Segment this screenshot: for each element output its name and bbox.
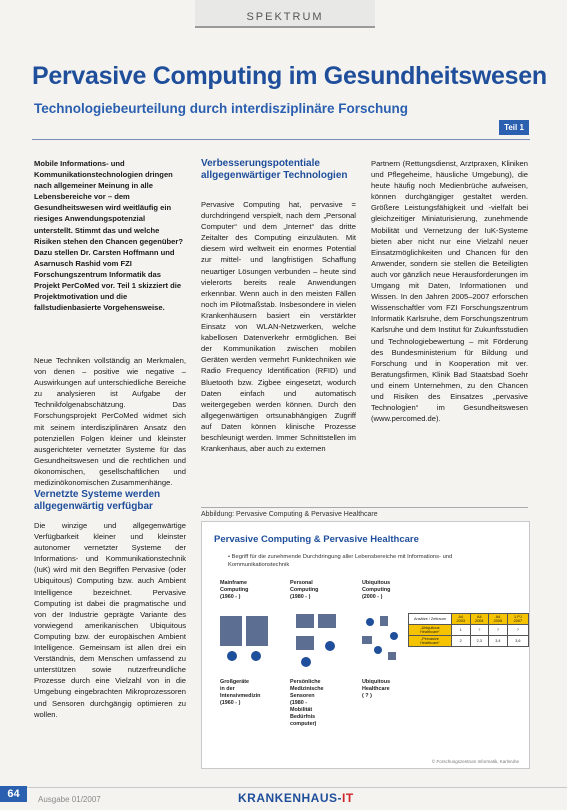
article-title: Pervasive Computing im Gesundheitswesen	[32, 62, 547, 90]
ubiquitous-devices-icon	[362, 616, 398, 660]
table-cell: 2	[451, 636, 470, 647]
pc-icon	[296, 614, 336, 667]
table-header-cell: A4 2005	[489, 614, 508, 625]
figure-bullet-text: Begriff für die zunehmende Durchdringung aller Lebensbereiche mit Informations- und Kommunikationstechnik	[228, 554, 453, 568]
article-intro: Mobile Informations- und Kommunikationstechnologien dringen nach allgemeiner Meinung in alle Lebensbereiche vor – dem Gesundheitswesen wird weitläufig ein riesiges Anwendungspotenzial unterstellt. Stimmt das und welche Risiken stehen den Chancen gegenüber? Dazu stellen Dr. Carsten Hoffmann und Asarnusch Rashid vom FZI Forschungszentrum Informatik das Projekt PerCoMed vor. Teil 1 skizziert die Projektmotivation und die fallstudienbasierte Vorgehensweise.	[34, 159, 183, 313]
era-personal: Personal Computing (1980 - )	[290, 580, 319, 600]
table-cell: 2,3	[470, 636, 489, 647]
section-heading-improvement: Verbesserungspotentiale allgegenwärtiger Technologien	[201, 158, 348, 181]
title-divider	[32, 139, 530, 140]
table-header-cell: A4 2003	[451, 614, 470, 625]
table-cell: 3,6	[507, 636, 528, 647]
part-badge: Teil 1	[499, 120, 529, 135]
era-mainframe: Mainframe Computing (1960 - )	[220, 580, 249, 600]
figure-title: Pervasive Computing & Pervasive Healthcare	[214, 534, 419, 545]
table-header-cell: 1 PJ 2007	[507, 614, 528, 625]
ubiquitous-healthcare-table	[408, 613, 529, 647]
issue-label: Ausgabe 01/2007	[38, 795, 101, 804]
logo-main: KRANKENHAUS-	[238, 791, 342, 805]
figure-caption: Abbildung: Pervasive Computing & Pervasive Healthcare	[201, 507, 528, 518]
era-ubiquitous-healthcare: Ubiquitous Healthcare ( ? )	[362, 679, 391, 699]
table-cell: 1	[451, 625, 470, 636]
section-header	[195, 0, 375, 28]
figure-source: © Forschungszentrum Informatik, Karlsruhe	[431, 759, 519, 764]
table-header-cell: A4 2004	[470, 614, 489, 625]
column1-paragraph-2: Die winzige und allgegenwärtige Verfügbarkeit kleiner und kleinster autonomer vernetzter Systeme der Informations- und Kommunikationstechnik (IuK) wird mit den Begriffen Pervasive (oder Ubiquitous) Computing bzw. auch Ambient Intelligence bezeichnet. Pervasive Computing ist dabei die pragmatische und von der Industrie geprägte Variante des vorwiegend amerikanischen Ubiquitous Computing bzw. der europäischen Ambient Intelligence. Gemeinsam ist allen drei ein Verständnis, dem Menschen umfassend zu unterstützen sowie nutzerfreundliche Prozesse durch eine Vielzahl von in die Umgebung eingebrachten Mikroprozessoren und Sensoren durchgängig optimieren zu wollen.	[34, 521, 186, 719]
era-ubiquitous: Ubiquitous Computing (2000 - )	[362, 580, 391, 600]
column1-paragraph: Neue Techniken vollständig an Merkmalen, von denen – positive wie negative – Auswirkungen auf unterschiedliche Bereiche zu analysieren ist Aufgabe der Technikfolgenabschätzung. Das Forschungsprojekt PerCoMed widmet sich mit seinem interdisziplinären Ansatz den potenziellen Folgen kleiner und kleinster ausgerichteter vernetzter Systeme für das Gesundheitswesen und die rechtlichen und ökonomischen, gesellschaftlichen und medizinökonomischen Zusammenhänge.	[34, 356, 186, 488]
table-cell: 3,4	[489, 636, 508, 647]
page-number: 64	[0, 786, 27, 802]
table-cell: „Ubiquitous Healthcare“	[409, 625, 452, 636]
table-cell: „Pervasive Healthcare“	[409, 636, 452, 647]
table-header-cell: Ansätze / Zeitraum	[409, 614, 452, 625]
column3-paragraph: Partnern (Rettungsdienst, Arztpraxen, Kliniken und Pflegeheime, häusliche Umgebung), die heute häufig noch Medienbrüche aufweisen, können durchgängiger gestaltet werden. Größere Leistungsfähigkeit und -vielfalt bei gleichzeitiger Miniaturisierung, zunehmende Mobilität und Vernetzung der IuK-Systeme bieten aber nicht nur eine Vielzahl neuer Einsatzmöglichkeiten und Chancen für den Anwender, sondern sie stellen die Beteiligten auch vor gänzlich neue Herausforderungen im Umgang mit Daten, Informationen und Wissen. In den Jahren 2005–2007 erforschen Wissenschaftler vom FZI Forschungszentrum Informatik Karlsruhe, dem Forschungszentrum Karlsruhe und dem Institut für Zukunftsstudien und Technologiebewertung – mit Förderung des Bundesministerium für Bildung und Forschung und in Kooperation mit ver. Beratungsfirmen, Klinik Bad Staatsbad Soehr und einem Unternehmen, zu den Chancen und Risiken des Einsatzes „pervasive Technologien“ im Gesundheitswesen (www.percomed.de).	[371, 159, 528, 424]
figure	[201, 521, 530, 769]
table-cell: ?	[470, 625, 489, 636]
figure-bullet: • Begriff für die zunehmende Durchdringung aller Lebensbereiche mit Informations- und Kommunikationstechnik	[228, 554, 453, 568]
table-cell: ?	[489, 625, 508, 636]
footer-divider	[0, 787, 567, 788]
magazine-logo	[238, 791, 354, 805]
logo-it: IT	[342, 791, 354, 805]
article-subtitle: Technologiebeurteilung durch interdisziplinäre Forschung	[34, 101, 409, 116]
computing-eras-illustration	[212, 606, 412, 672]
table-cell: ?	[507, 625, 528, 636]
mainframe-icon	[220, 616, 268, 661]
era-personal-sensors: Persönliche Medizinische Sensoren (1980 - Mobilität Bedürfnis computer)	[290, 679, 324, 727]
section-heading-networked-systems: Vernetzte Systeme werden allgegenwärtig verfügbar	[34, 489, 161, 512]
era-intensive-care: Großgeräte in der Intensivmedizin (1960 - )	[220, 679, 261, 706]
column2-paragraph: Pervasive Computing hat, pervasive = durchdringend verspielt, nach dem „Personal Computer“ und dem „Internet“ das dritte Zeitalter des Computing einzuläuten. Mit diesem wird weltweit ein enormes Potential zur mittel- und langfristigen Schaffung neuartiger Lösungen verbunden – heute sind vielerorts bereits reale Anwendungen erkennbar. Wenn auch in den meisten Fällen noch im Pilotmaßstab. Insbesondere in vielen Krankenhäusern basiert ein verstärkter Einsatz von WLAN-Netzwerken, welche kabellosen Datenverkehr ermöglichen. Bei der Kommunikation zwischen mobilen Geräten werden vermehrt Funktechniken wie Radio Frequency Identification (RFID) und Bluetooth bzw. Zigbee eingesetzt, wodurch Daten einfach und automatisch weitergegeben werden können. Durch den allgegenwärtigen ortsunabhängigen Zugriff auf Daten können klinische Prozesse beschleunigt werden. Immer Schnittstellen im Krankenhaus, aber auch zu externen	[201, 200, 356, 454]
section-label: SPEKTRUM	[246, 11, 324, 23]
